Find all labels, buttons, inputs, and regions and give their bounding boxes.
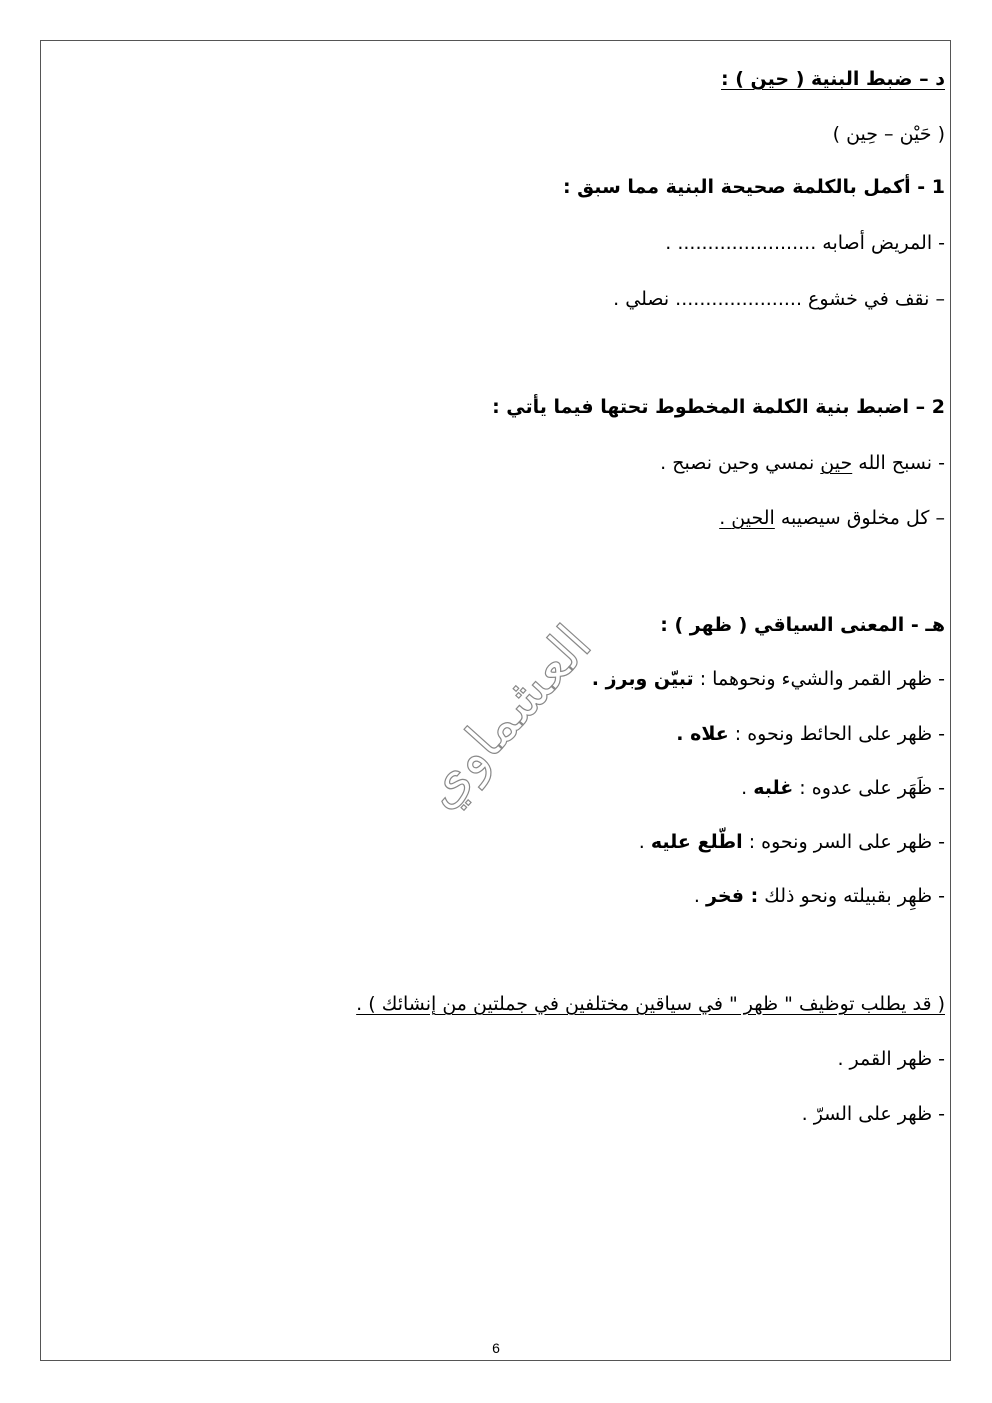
line-text: – كل مخلوق سيصيبه [774,507,945,529]
meaning-item [676,721,945,747]
meaning-context: - ظهِر بقبيلته ونحو ذلك [758,885,945,907]
usage-example-2: - ظهر على السرّ . [801,1103,945,1125]
meaning-context: - ظهر القمر والشيء ونحوهما : [693,668,945,690]
meaning-item [694,883,945,909]
question-2-title: 2 – اضبط بنية الكلمة المخطوط تحتها فيما يأتي : [492,396,945,418]
author-watermark: العشماوي [408,613,604,820]
meaning-value: غلبه [753,777,794,799]
meaning-value: تبيّن وبرز . [591,668,694,690]
question-2-line-2 [719,505,945,531]
usage-note: ( قد يطلب توظيف " ظهر " في سياقين مختلفين في جملتين من إنشائك ) . [356,993,945,1015]
line-text: نمسي وحين نصبح . [660,452,821,474]
question-1-line-1: - المريض أصابه ....................... . [665,232,945,254]
line-text: . [719,507,732,529]
meaning-context: - ظهر على السر ونحوه : [742,831,945,853]
usage-example-1: - ظهر القمر . [837,1048,945,1070]
meaning-context: - ظَهَر على عدوه : [793,777,945,799]
section-d-heading: د – ضبط البنية ( حين ) : [721,68,945,90]
page-number: 6 [492,1340,500,1356]
question-1-line-2: – نقف في خشوع ..................... نصلي . [613,288,945,310]
underlined-word: الحين [731,507,775,529]
meaning-tail: . [638,831,651,853]
meaning-tail: . [693,885,707,907]
meaning-item [741,775,945,801]
meaning-item [592,666,945,692]
line-text: - نسبح الله [852,452,945,474]
meaning-value: : فخر [706,885,759,907]
underlined-word: حين [820,452,853,474]
meaning-item [639,829,945,855]
question-1-title: 1 - أكمل بالكلمة صحيحة البنية مما سبق : [562,176,945,198]
question-2-line-1 [660,450,945,476]
section-d-forms: ( حَيْن – حِين ) [832,123,945,145]
meaning-value: اطّلع عليه [650,831,743,853]
meaning-context: - ظهر على الحائط ونحوه : [728,723,945,745]
meaning-tail: . [741,777,754,799]
meaning-value: علاه . [676,723,729,745]
section-h-heading: هـ - المعنى السياقي ( ظهر ) : [660,614,945,636]
